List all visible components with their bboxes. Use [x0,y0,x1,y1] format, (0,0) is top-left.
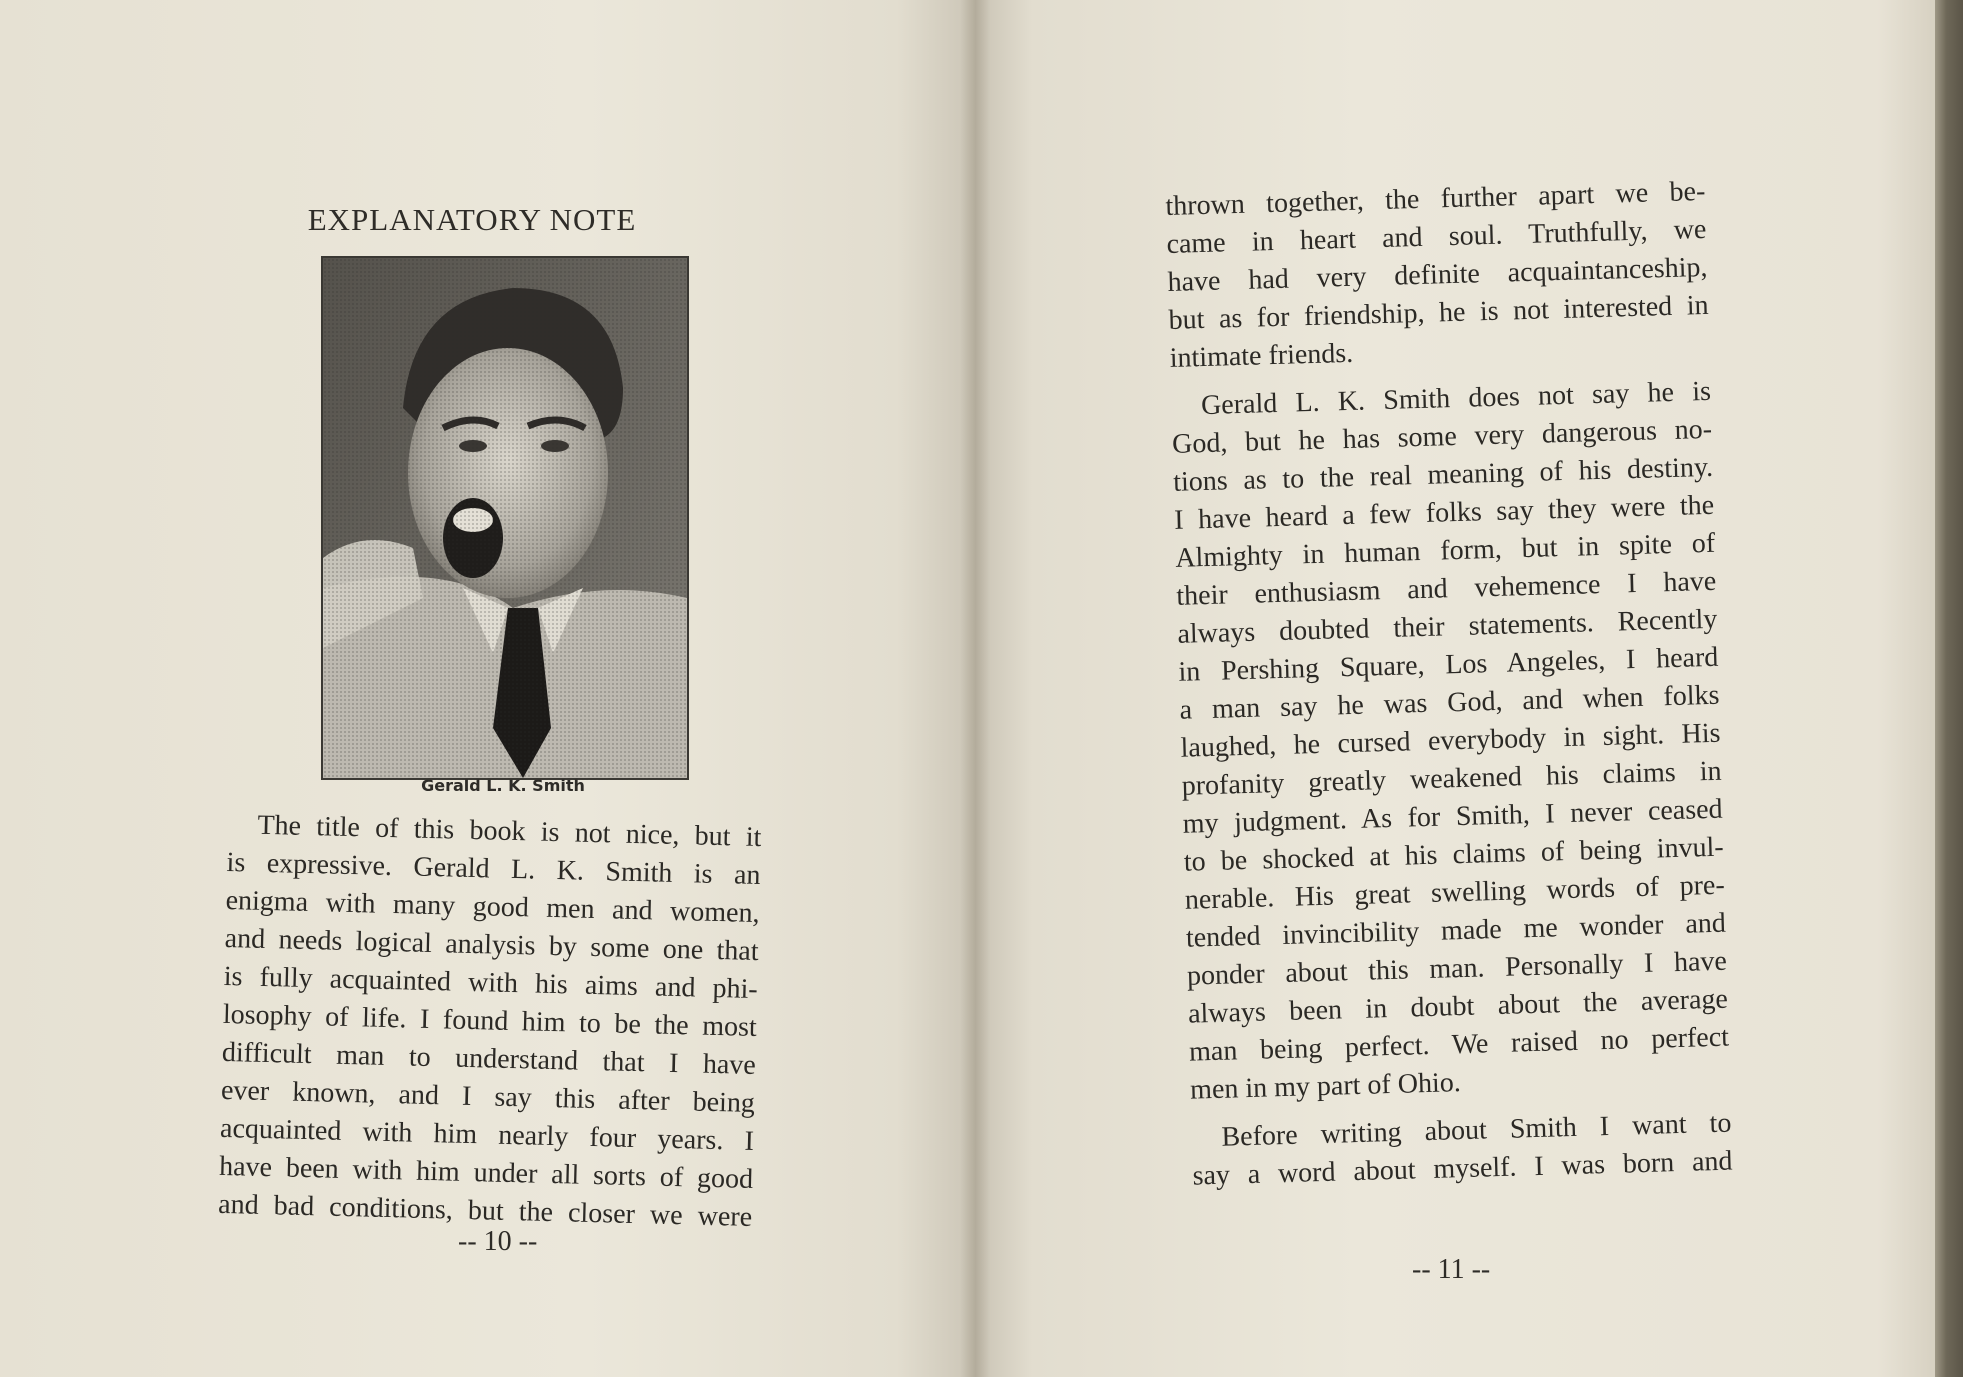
photo-caption: Gerald L. K. Smith [421,776,585,795]
text-line: always doubted their statements. Recently [1177,603,1718,650]
section-heading: EXPLANATORY NOTE [307,202,637,237]
text-line: came in heart and soul. Truthfully, we [1166,213,1707,260]
text-line: enigma with many good men and women, [225,884,760,930]
text-line: Gerald L. K. Smith does not say he is [1200,375,1712,422]
text-line: and needs logical analysis by some one that [224,922,759,968]
text-line: have been with him under all sorts of good [218,1150,754,1195]
text-line: ever known, and I say this after being [220,1074,756,1119]
page-number-right: -- 11 -- [1412,1254,1491,1285]
page-edge [1935,0,1963,1377]
text-line: men in my part of Ohio. [1189,1067,1462,1106]
text-line: nerable. His great swelling words of pre- [1184,869,1726,916]
text-line: intimate friends. [1169,337,1354,374]
text-line: Almighty in human form, but in spite of [1174,527,1716,574]
text-line: tions as to the real meaning of his destiny. [1172,451,1714,498]
left-body-text [218,806,762,1237]
text-line: The title of this book is not nice, but it [257,809,762,854]
text-line: and bad conditions, but the closer we were [217,1188,753,1233]
text-line: Before writing about Smith I want to [1221,1107,1732,1153]
text-line: man being perfect. We raised no perfect [1188,1021,1730,1068]
portrait-photo [321,256,689,780]
text-line: a man say he was God, and when folks [1179,679,1720,726]
text-line: have had very definite acquaintanceship, [1167,251,1708,298]
text-line: is fully acquainted with his aims and phi- [223,960,759,1005]
text-line: ponder about this man. Personally I have [1186,945,1728,992]
text-line: laughed, he cursed everybody in sight. His [1180,717,1721,764]
right-page [975,0,1935,1377]
text-line: always been in doubt about the average [1187,983,1729,1030]
right-body-text [1165,173,1733,1196]
text-line: tended invincibility made me wonder and [1185,907,1727,954]
text-line: God, but he has some very dangerous no- [1171,413,1713,460]
text-line: but as for friendship, he is not interested in [1168,289,1709,336]
text-line: I have heard a few folks say they were the [1173,489,1715,536]
text-line: to be shocked at his claims of being invul- [1183,831,1725,878]
text-line: acquainted with him nearly four years. I [219,1112,755,1157]
text-line: thrown together, the further apart we be- [1165,175,1706,222]
page-number-left: -- 10 -- [458,1226,538,1257]
text-line: say a word about myself. I was born and [1192,1145,1733,1192]
text-line: profanity greatly weakened his claims in [1181,755,1722,802]
book-gutter [960,0,990,1377]
text-line: their enthusiasm and vehemence I have [1175,565,1717,612]
text-line: in Pershing Square, Los Angeles, I heard [1178,641,1719,688]
left-page [0,0,975,1377]
text-line: is expressive. Gerald L. K. Smith is an [226,846,761,892]
text-line: losophy of life. I found him to be the most [222,998,758,1043]
text-line: my judgment. As for Smith, I never ceased [1182,793,1723,840]
text-line: difficult man to understand that I have [221,1036,757,1081]
